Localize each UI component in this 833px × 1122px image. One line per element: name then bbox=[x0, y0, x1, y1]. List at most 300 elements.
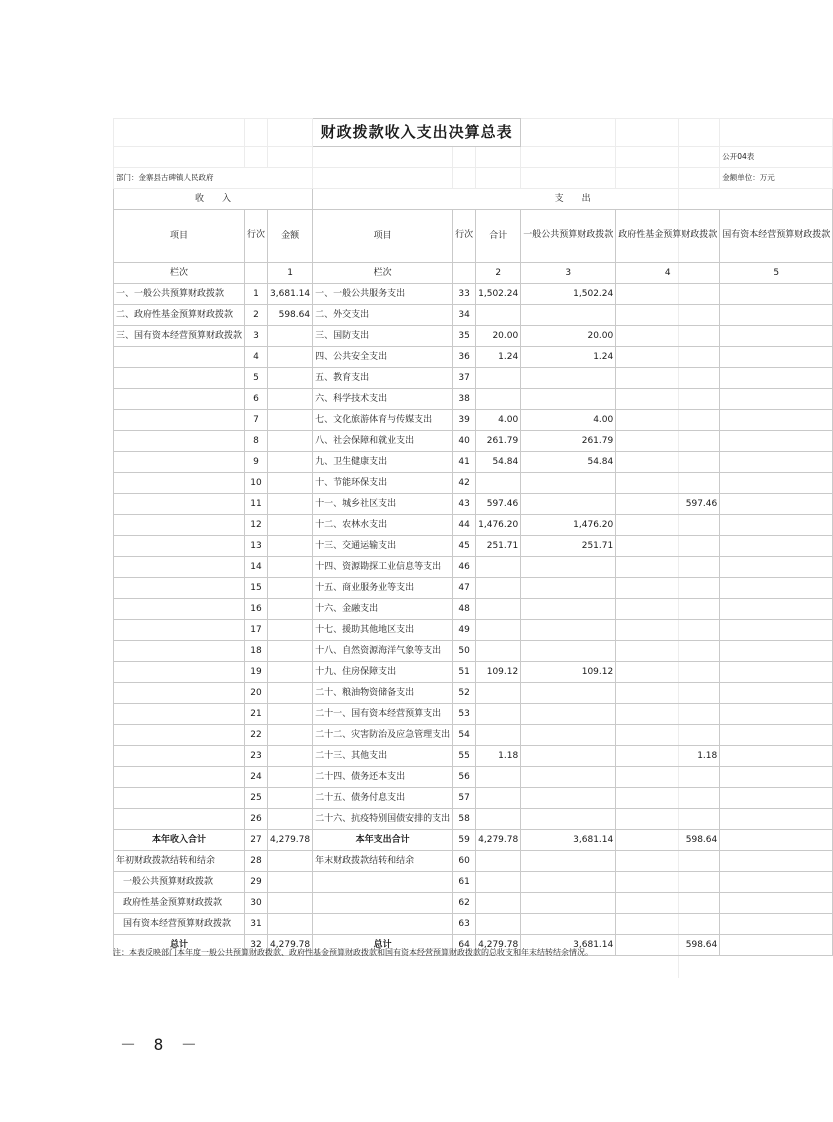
fund-amount bbox=[616, 788, 720, 809]
fund-amount bbox=[616, 284, 720, 305]
general-amount bbox=[521, 305, 616, 326]
income-item: 总计 bbox=[114, 935, 245, 956]
expense-item: 二十五、债务付息支出 bbox=[313, 788, 453, 809]
fund-amount bbox=[616, 725, 720, 746]
total-amount bbox=[476, 578, 521, 599]
expense-item: 二十四、债务还本支出 bbox=[313, 767, 453, 788]
total-amount: 1,502.24 bbox=[476, 284, 521, 305]
table-row bbox=[114, 599, 833, 620]
fund-amount bbox=[616, 515, 720, 536]
state-amount bbox=[720, 473, 833, 494]
state-amount bbox=[720, 746, 833, 767]
income-amount bbox=[268, 872, 313, 893]
total-amount: 54.84 bbox=[476, 452, 521, 473]
state-amount bbox=[720, 431, 833, 452]
general-amount bbox=[521, 494, 616, 515]
general-amount: 3,681.14 bbox=[521, 830, 616, 851]
expense-item: 一、一般公共服务支出 bbox=[313, 284, 453, 305]
column-index-label: 栏次 bbox=[114, 263, 245, 284]
expense-row-no: 62 bbox=[453, 893, 476, 914]
income-row-no: 26 bbox=[245, 809, 268, 830]
income-item: 一般公共预算财政拨款 bbox=[114, 872, 245, 893]
income-amount bbox=[268, 389, 313, 410]
report-title: 财政拨款收入支出决算总表 bbox=[313, 119, 521, 147]
income-amount bbox=[268, 662, 313, 683]
column-index-2: 2 bbox=[476, 263, 521, 284]
total-amount: 109.12 bbox=[476, 662, 521, 683]
total-amount bbox=[476, 683, 521, 704]
table-row bbox=[114, 326, 833, 347]
income-amount bbox=[268, 494, 313, 515]
balance-row bbox=[114, 914, 833, 935]
general-amount bbox=[521, 473, 616, 494]
total-amount: 4.00 bbox=[476, 410, 521, 431]
expense-item: 十九、住房保障支出 bbox=[313, 662, 453, 683]
income-item bbox=[114, 620, 245, 641]
fund-amount bbox=[616, 326, 720, 347]
income-amount bbox=[268, 599, 313, 620]
expense-item: 本年支出合计 bbox=[313, 830, 453, 851]
general-amount: 1,502.24 bbox=[521, 284, 616, 305]
income-row-no: 14 bbox=[245, 557, 268, 578]
income-amount bbox=[268, 410, 313, 431]
income-item bbox=[114, 452, 245, 473]
expense-item: 十三、交通运输支出 bbox=[313, 536, 453, 557]
income-item bbox=[114, 725, 245, 746]
expense-item: 十六、金融支出 bbox=[313, 599, 453, 620]
income-row-no: 16 bbox=[245, 599, 268, 620]
total-amount bbox=[476, 851, 521, 872]
general-amount: 1.24 bbox=[521, 347, 616, 368]
income-item bbox=[114, 473, 245, 494]
column-index-4: 4 bbox=[616, 263, 720, 284]
expense-item: 九、卫生健康支出 bbox=[313, 452, 453, 473]
fund-amount bbox=[616, 389, 720, 410]
income-row-no: 6 bbox=[245, 389, 268, 410]
expense-section-header: 支 出 bbox=[313, 189, 833, 210]
expense-row-no: 54 bbox=[453, 725, 476, 746]
expense-row-no: 33 bbox=[453, 284, 476, 305]
header-item: 项目 bbox=[114, 210, 245, 263]
total-amount bbox=[476, 809, 521, 830]
expense-row-no: 58 bbox=[453, 809, 476, 830]
fund-amount bbox=[616, 536, 720, 557]
income-item bbox=[114, 389, 245, 410]
total-amount: 4,279.78 bbox=[476, 935, 521, 956]
income-item: 二、政府性基金预算财政拨款 bbox=[114, 305, 245, 326]
table-row bbox=[114, 557, 833, 578]
expense-row-no: 37 bbox=[453, 368, 476, 389]
general-amount: 4.00 bbox=[521, 410, 616, 431]
expense-item: 十八、自然资源海洋气象等支出 bbox=[313, 641, 453, 662]
income-item: 本年收入合计 bbox=[114, 830, 245, 851]
income-row-no: 15 bbox=[245, 578, 268, 599]
state-amount bbox=[720, 851, 833, 872]
income-row-no: 12 bbox=[245, 515, 268, 536]
income-row-no: 11 bbox=[245, 494, 268, 515]
state-amount bbox=[720, 704, 833, 725]
expense-row-no: 55 bbox=[453, 746, 476, 767]
expense-item: 八、社会保障和就业支出 bbox=[313, 431, 453, 452]
general-amount: 1,476.20 bbox=[521, 515, 616, 536]
state-amount bbox=[720, 326, 833, 347]
fund-amount bbox=[616, 641, 720, 662]
general-amount bbox=[521, 893, 616, 914]
fund-amount bbox=[616, 452, 720, 473]
expense-item: 二、外交支出 bbox=[313, 305, 453, 326]
income-row-no: 4 bbox=[245, 347, 268, 368]
state-amount bbox=[720, 410, 833, 431]
department-label: 部门：金寨县古碑镇人民政府 bbox=[114, 168, 313, 189]
state-amount bbox=[720, 914, 833, 935]
income-row-no: 31 bbox=[245, 914, 268, 935]
fund-amount bbox=[616, 473, 720, 494]
income-row-no: 18 bbox=[245, 641, 268, 662]
total-amount: 20.00 bbox=[476, 326, 521, 347]
header-total: 合计 bbox=[476, 210, 521, 263]
income-amount: 598.64 bbox=[268, 305, 313, 326]
income-item bbox=[114, 494, 245, 515]
table-row bbox=[114, 452, 833, 473]
general-amount bbox=[521, 872, 616, 893]
balance-row bbox=[114, 851, 833, 872]
expense-row-no: 34 bbox=[453, 305, 476, 326]
total-amount bbox=[476, 641, 521, 662]
income-row-no: 24 bbox=[245, 767, 268, 788]
income-row-no: 20 bbox=[245, 683, 268, 704]
income-item bbox=[114, 788, 245, 809]
expense-item: 十一、城乡社区支出 bbox=[313, 494, 453, 515]
state-amount bbox=[720, 893, 833, 914]
total-amount bbox=[476, 599, 521, 620]
income-item: 年初财政拨款结转和结余 bbox=[114, 851, 245, 872]
expense-item: 二十六、抗疫特别国债安排的支出 bbox=[313, 809, 453, 830]
expense-row-no: 44 bbox=[453, 515, 476, 536]
state-amount bbox=[720, 830, 833, 851]
table-row bbox=[114, 347, 833, 368]
total-amount bbox=[476, 368, 521, 389]
table-row bbox=[114, 578, 833, 599]
income-item: 政府性基金预算财政拨款 bbox=[114, 893, 245, 914]
income-item bbox=[114, 683, 245, 704]
income-row-no: 21 bbox=[245, 704, 268, 725]
income-row-no: 9 bbox=[245, 452, 268, 473]
income-item bbox=[114, 746, 245, 767]
general-amount bbox=[521, 599, 616, 620]
table-row bbox=[114, 746, 833, 767]
general-amount bbox=[521, 809, 616, 830]
general-amount bbox=[521, 767, 616, 788]
state-amount bbox=[720, 599, 833, 620]
table-row bbox=[114, 788, 833, 809]
general-amount: 251.71 bbox=[521, 536, 616, 557]
income-row-no: 7 bbox=[245, 410, 268, 431]
fund-amount bbox=[616, 368, 720, 389]
state-amount bbox=[720, 809, 833, 830]
general-amount: 20.00 bbox=[521, 326, 616, 347]
fund-amount bbox=[616, 305, 720, 326]
fund-amount bbox=[616, 557, 720, 578]
fund-amount bbox=[616, 683, 720, 704]
income-amount bbox=[268, 326, 313, 347]
income-section-header: 收 入 bbox=[114, 189, 313, 210]
income-item: 一、一般公共预算财政拨款 bbox=[114, 284, 245, 305]
header-general-budget: 一般公共预算财政拨款 bbox=[521, 210, 616, 263]
page-number: － 8 － bbox=[120, 1035, 201, 1054]
total-amount: 1,476.20 bbox=[476, 515, 521, 536]
expense-item: 七、文化旅游体育与传媒支出 bbox=[313, 410, 453, 431]
expense-row-no: 60 bbox=[453, 851, 476, 872]
table-row bbox=[114, 494, 833, 515]
general-amount: 3,681.14 bbox=[521, 935, 616, 956]
state-amount bbox=[720, 872, 833, 893]
expense-row-no: 57 bbox=[453, 788, 476, 809]
income-row-no: 1 bbox=[245, 284, 268, 305]
general-amount: 54.84 bbox=[521, 452, 616, 473]
state-amount bbox=[720, 788, 833, 809]
expense-row-no: 49 bbox=[453, 620, 476, 641]
expense-item: 十五、商业服务业等支出 bbox=[313, 578, 453, 599]
income-item bbox=[114, 767, 245, 788]
income-amount bbox=[268, 641, 313, 662]
expense-item: 五、教育支出 bbox=[313, 368, 453, 389]
state-amount bbox=[720, 935, 833, 956]
state-amount bbox=[720, 683, 833, 704]
income-item bbox=[114, 515, 245, 536]
income-item bbox=[114, 578, 245, 599]
general-amount: 109.12 bbox=[521, 662, 616, 683]
income-amount bbox=[268, 914, 313, 935]
expense-item bbox=[313, 893, 453, 914]
expense-item: 四、公共安全支出 bbox=[313, 347, 453, 368]
table-row bbox=[114, 431, 833, 452]
income-amount bbox=[268, 788, 313, 809]
table-row bbox=[114, 725, 833, 746]
general-amount bbox=[521, 914, 616, 935]
income-item: 三、国有资本经营预算财政拨款 bbox=[114, 326, 245, 347]
fund-amount bbox=[616, 599, 720, 620]
fund-amount bbox=[616, 893, 720, 914]
expense-item: 二十二、灾害防治及应急管理支出 bbox=[313, 725, 453, 746]
general-amount bbox=[521, 368, 616, 389]
income-amount bbox=[268, 620, 313, 641]
general-amount bbox=[521, 704, 616, 725]
state-amount bbox=[720, 368, 833, 389]
total-amount bbox=[476, 557, 521, 578]
fund-amount bbox=[616, 851, 720, 872]
state-amount bbox=[720, 620, 833, 641]
table-row bbox=[114, 704, 833, 725]
fund-amount: 598.64 bbox=[616, 830, 720, 851]
total-amount: 261.79 bbox=[476, 431, 521, 452]
income-item bbox=[114, 410, 245, 431]
income-row-no: 13 bbox=[245, 536, 268, 557]
income-amount bbox=[268, 767, 313, 788]
income-amount: 3,681.14 bbox=[268, 284, 313, 305]
total-amount bbox=[476, 788, 521, 809]
balance-row bbox=[114, 872, 833, 893]
state-amount bbox=[720, 347, 833, 368]
income-amount bbox=[268, 347, 313, 368]
expense-row-no: 36 bbox=[453, 347, 476, 368]
income-amount bbox=[268, 683, 313, 704]
fund-amount bbox=[616, 410, 720, 431]
total-amount bbox=[476, 389, 521, 410]
expense-row-no: 38 bbox=[453, 389, 476, 410]
income-row-no: 17 bbox=[245, 620, 268, 641]
column-index-5: 5 bbox=[720, 263, 833, 284]
total-amount: 4,279.78 bbox=[476, 830, 521, 851]
annual-total-row bbox=[114, 830, 833, 851]
header-fund-budget: 政府性基金预算财政拨款 bbox=[616, 210, 720, 263]
table-row bbox=[114, 620, 833, 641]
total-amount: 597.46 bbox=[476, 494, 521, 515]
table-note: 注：本表反映部门本年度一般公共预算财政拨款、政府性基金预算财政拨款和国有资本经营预算财政拨款的总收支和年末结转结余情况。 bbox=[113, 948, 593, 957]
unit-label: 金额单位：万元 bbox=[720, 168, 833, 189]
total-amount bbox=[476, 305, 521, 326]
income-amount: 4,279.78 bbox=[268, 830, 313, 851]
income-amount bbox=[268, 431, 313, 452]
table-row bbox=[114, 368, 833, 389]
income-row-no: 5 bbox=[245, 368, 268, 389]
expense-row-no: 64 bbox=[453, 935, 476, 956]
total-amount bbox=[476, 872, 521, 893]
expense-item: 十四、资源勘探工业信息等支出 bbox=[313, 557, 453, 578]
column-index-1: 1 bbox=[268, 263, 313, 284]
income-item bbox=[114, 431, 245, 452]
table-row bbox=[114, 767, 833, 788]
fund-amount bbox=[616, 620, 720, 641]
general-amount bbox=[521, 578, 616, 599]
income-amount bbox=[268, 515, 313, 536]
fund-amount bbox=[616, 662, 720, 683]
income-item bbox=[114, 368, 245, 389]
income-amount bbox=[268, 473, 313, 494]
table-row bbox=[114, 536, 833, 557]
general-amount bbox=[521, 389, 616, 410]
income-row-no: 28 bbox=[245, 851, 268, 872]
state-amount bbox=[720, 557, 833, 578]
income-item bbox=[114, 641, 245, 662]
header-exp-item: 项目 bbox=[313, 210, 453, 263]
general-amount bbox=[521, 851, 616, 872]
total-amount bbox=[476, 725, 521, 746]
expense-row-no: 59 bbox=[453, 830, 476, 851]
general-amount bbox=[521, 641, 616, 662]
state-amount bbox=[720, 578, 833, 599]
form-code: 公开04表 bbox=[720, 147, 833, 168]
income-row-no: 8 bbox=[245, 431, 268, 452]
income-amount bbox=[268, 557, 313, 578]
total-amount: 1.18 bbox=[476, 746, 521, 767]
income-row-no: 29 bbox=[245, 872, 268, 893]
income-amount bbox=[268, 578, 313, 599]
fund-amount bbox=[616, 704, 720, 725]
header-state-capital: 国有资本经营预算财政拨款 bbox=[720, 210, 833, 263]
income-row-no: 3 bbox=[245, 326, 268, 347]
income-amount bbox=[268, 704, 313, 725]
income-row-no: 19 bbox=[245, 662, 268, 683]
fund-amount bbox=[616, 809, 720, 830]
fund-amount: 1.18 bbox=[616, 746, 720, 767]
expense-item: 年末财政拨款结转和结余 bbox=[313, 851, 453, 872]
state-amount bbox=[720, 452, 833, 473]
expense-row-no: 41 bbox=[453, 452, 476, 473]
income-item bbox=[114, 557, 245, 578]
balance-row bbox=[114, 893, 833, 914]
total-amount bbox=[476, 767, 521, 788]
expense-row-no: 39 bbox=[453, 410, 476, 431]
table-row bbox=[114, 662, 833, 683]
general-amount bbox=[521, 746, 616, 767]
state-amount bbox=[720, 389, 833, 410]
expense-row-no: 40 bbox=[453, 431, 476, 452]
total-amount bbox=[476, 620, 521, 641]
expense-item: 十七、援助其他地区支出 bbox=[313, 620, 453, 641]
general-amount bbox=[521, 683, 616, 704]
total-amount: 251.71 bbox=[476, 536, 521, 557]
expense-item: 总计 bbox=[313, 935, 453, 956]
total-amount: 1.24 bbox=[476, 347, 521, 368]
state-amount bbox=[720, 305, 833, 326]
table-row bbox=[114, 515, 833, 536]
fund-amount: 598.64 bbox=[616, 935, 720, 956]
state-amount bbox=[720, 662, 833, 683]
general-amount bbox=[521, 725, 616, 746]
income-item bbox=[114, 662, 245, 683]
table-row bbox=[114, 284, 833, 305]
expense-item: 六、科学技术支出 bbox=[313, 389, 453, 410]
income-row-no: 2 bbox=[245, 305, 268, 326]
expense-item: 二十三、其他支出 bbox=[313, 746, 453, 767]
state-amount bbox=[720, 494, 833, 515]
income-amount bbox=[268, 452, 313, 473]
fund-amount bbox=[616, 914, 720, 935]
expense-item bbox=[313, 914, 453, 935]
table-row bbox=[114, 809, 833, 830]
fund-amount bbox=[616, 347, 720, 368]
income-item bbox=[114, 809, 245, 830]
expense-row-no: 52 bbox=[453, 683, 476, 704]
table-row bbox=[114, 641, 833, 662]
table-row bbox=[114, 389, 833, 410]
fund-amount bbox=[616, 872, 720, 893]
total-amount bbox=[476, 473, 521, 494]
expense-row-no: 48 bbox=[453, 599, 476, 620]
expense-item: 二十一、国有资本经营预算支出 bbox=[313, 704, 453, 725]
expense-row-no: 63 bbox=[453, 914, 476, 935]
income-amount: 4,279.78 bbox=[268, 935, 313, 956]
income-row-no: 30 bbox=[245, 893, 268, 914]
income-row-no: 25 bbox=[245, 788, 268, 809]
header-amount: 金额 bbox=[268, 210, 313, 263]
income-amount bbox=[268, 893, 313, 914]
expense-row-no: 35 bbox=[453, 326, 476, 347]
fund-amount bbox=[616, 431, 720, 452]
header-row-no: 行次 bbox=[245, 210, 268, 263]
income-item: 国有资本经营预算财政拨款 bbox=[114, 914, 245, 935]
expense-item: 十、节能环保支出 bbox=[313, 473, 453, 494]
income-item bbox=[114, 599, 245, 620]
income-row-no: 10 bbox=[245, 473, 268, 494]
expense-row-no: 46 bbox=[453, 557, 476, 578]
income-item bbox=[114, 704, 245, 725]
income-amount bbox=[268, 809, 313, 830]
expense-item: 十二、农林水支出 bbox=[313, 515, 453, 536]
expense-row-no: 56 bbox=[453, 767, 476, 788]
general-amount bbox=[521, 557, 616, 578]
expense-row-no: 45 bbox=[453, 536, 476, 557]
